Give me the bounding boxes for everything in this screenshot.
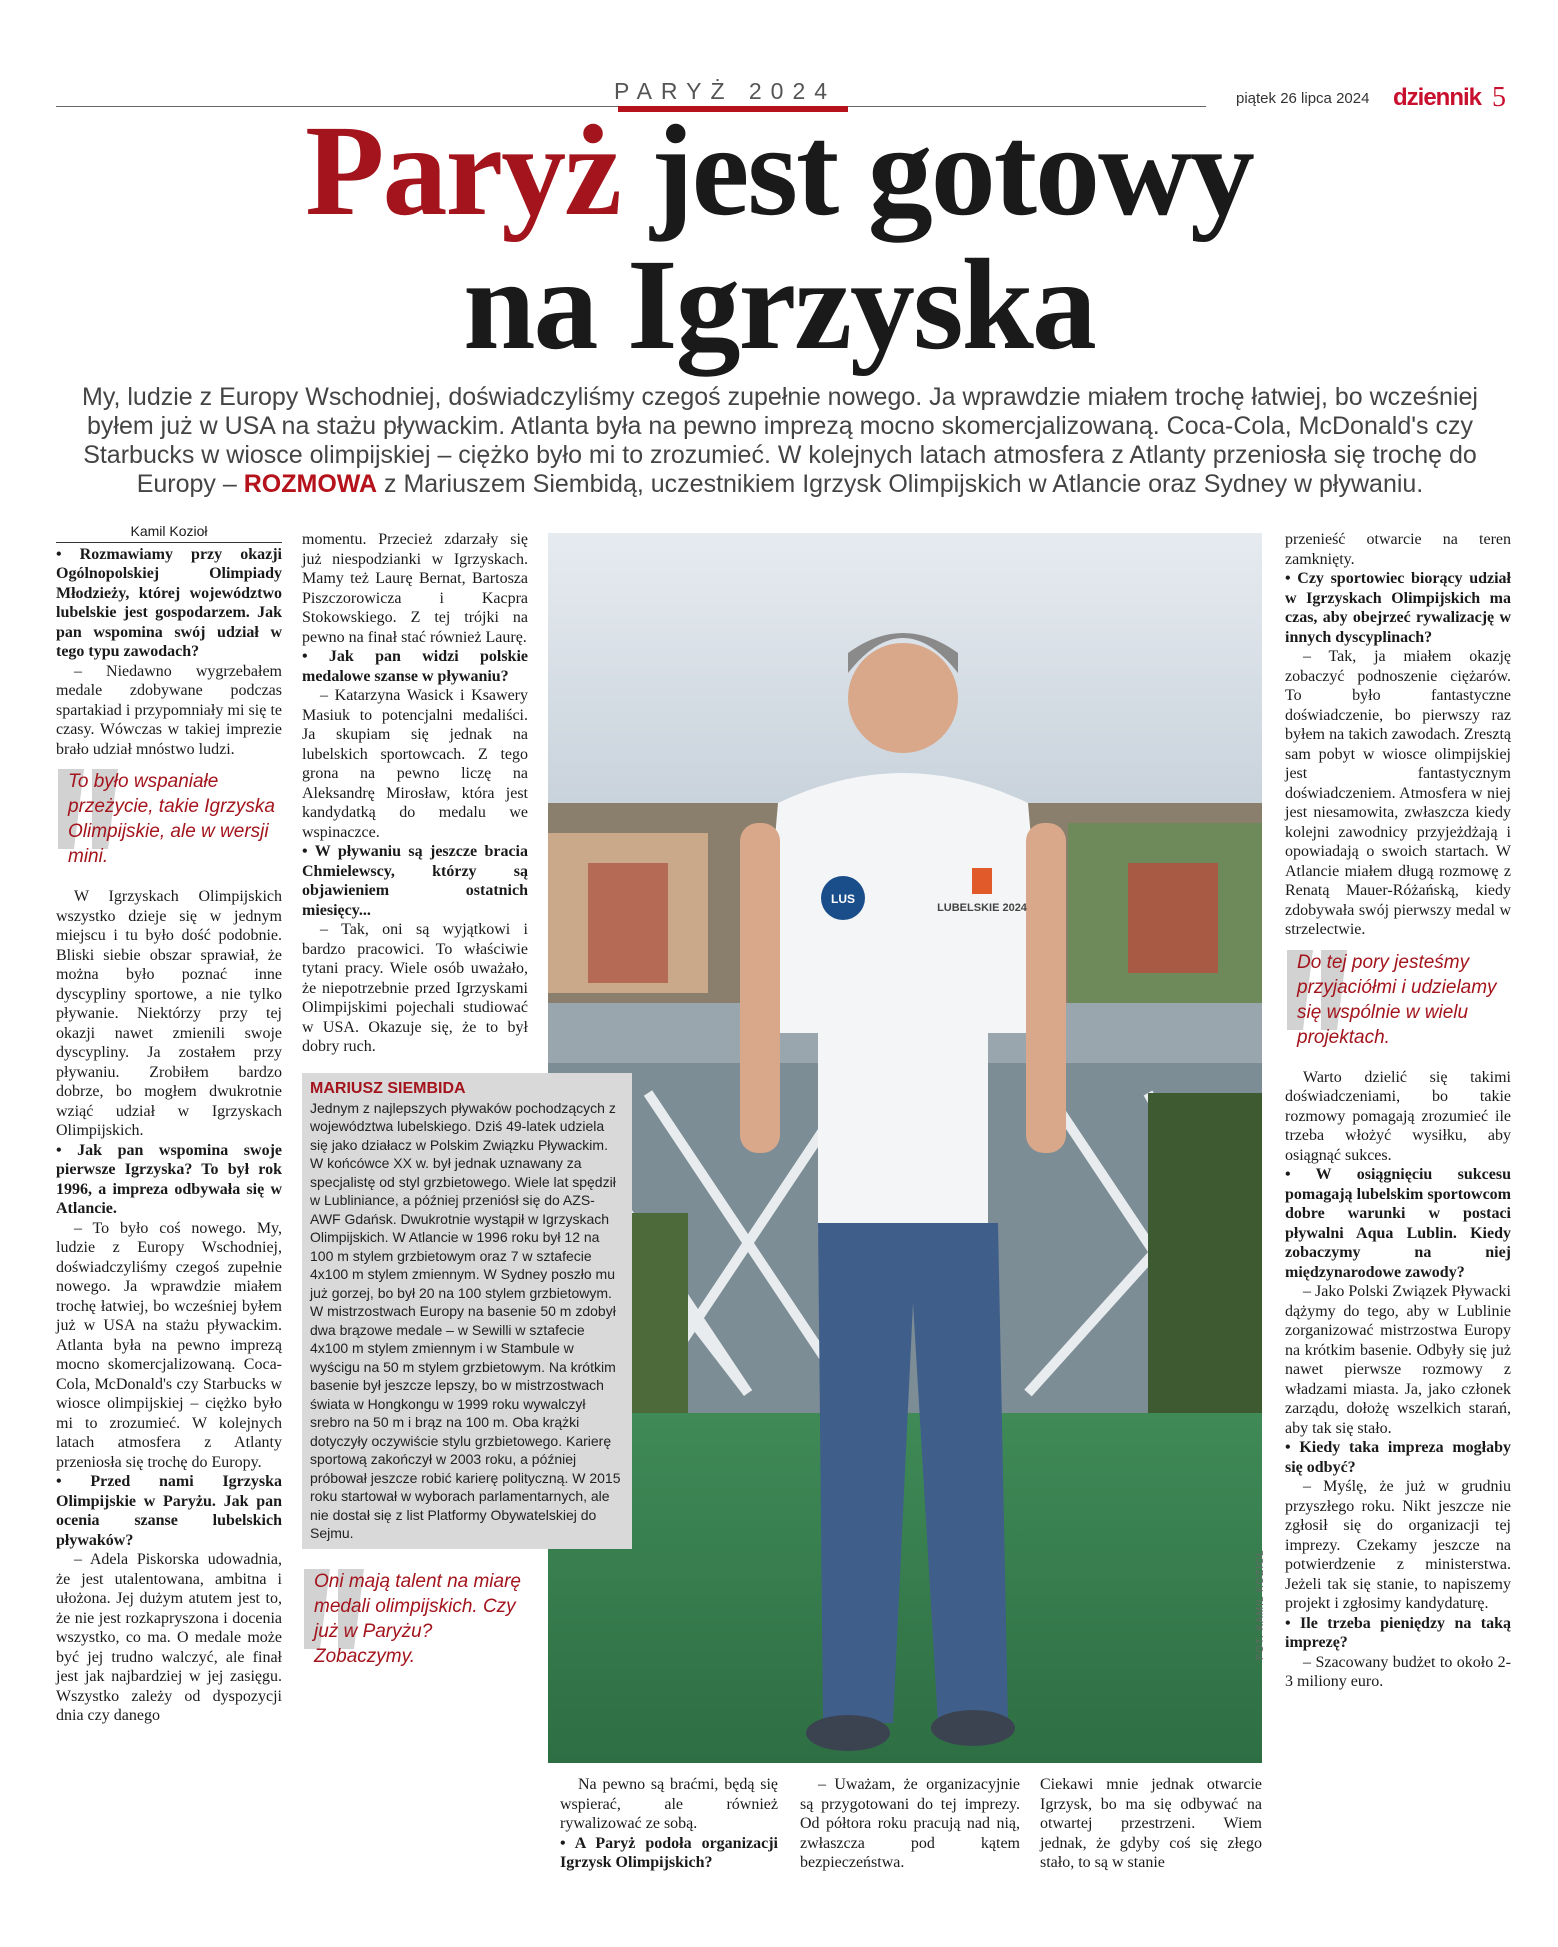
headline-line1: jest gotowy bbox=[619, 99, 1253, 243]
lede-text-end: z Mariuszem Siembidą, uczestnikiem Igrzysk Olimpijskich w Atlancie oraz Sydney w pływaniu. bbox=[377, 470, 1424, 498]
bio-box bbox=[302, 1073, 632, 1549]
lede bbox=[60, 383, 1500, 499]
answer: – To było coś nowego. My, ludzie z Europy Wschodniej, doświadczyliśmy czegoś zupełnie nowego. Ja wprawdzie miałem trochę łatwiej, bo wcześniej byłem już w USA na stażu pływackim. Atlanta była na pewno imprezą mocno skomercjalizowaną. Coca-Cola, McDonald's czy Starbucks w wiosce olimpijskiej – ciężko było mi to zrozumieć. W kolejnych latach atmosfera z Atlanty przeniosła się trochę do Europy. bbox=[56, 1219, 282, 1471]
column-2 bbox=[302, 530, 528, 1057]
column-1 bbox=[56, 522, 282, 1726]
column-2-stack bbox=[302, 530, 632, 1687]
question: • A Paryż podoła organizacji Igrzysk Olimpijskich? bbox=[560, 1834, 778, 1871]
headline-red: Paryż bbox=[305, 99, 620, 243]
answer: – Tak, oni są wyjątkowi i bardzo pracowici. To właściwie tytani pracy. Wiele osób uważało, że niepotrzebnie przed Igrzyskami Olimpijskimi pojechali studiować w USA. Okazuje się, że to był dobry ruch. bbox=[302, 921, 528, 1055]
answer: – Niedawno wygrzebałem medale zdobywane podczas spartakiad i przypomniały mi się te czasy. Wówczas w takiej imprezie brało udział mnóstwo ludzi. bbox=[56, 662, 282, 758]
pull-quote: Do tej pory jesteśmy przyjaciółmi i udzielamy się wspólnie w wielu projektach. bbox=[1285, 944, 1511, 1058]
column-5-bottom bbox=[1040, 1775, 1262, 1873]
question: • Rozmawiamy przy okazji Ogólnopolskiej Olimpiady Młodzieży, której województwo lubelskie jest gospodarzem. Jak pan wspomina swój udział w tego typu zawodach? bbox=[56, 545, 282, 660]
newspaper-logo: dziennik bbox=[1393, 84, 1482, 111]
answer: – Myślę, że już w grudniu przyszłego roku. Nikt jeszcze nie zgłosił się do organizacji tej imprezy. Czekamy jeszcze na potwierdzenie z ministerstwa. Jeżeli tak się stanie, to napiszemy projekt i zgłosimy kandydaturę. bbox=[1285, 1478, 1511, 1612]
answer: – Jako Polski Związek Pływacki dążymy do tego, aby w Lublinie zorganizować mistrzostwa Europy na krótkim basenie. Odbyły się już nawet pierwsze rozmowy z władzami miasta. Ja, jako członek zarządu, dołożę wszelkich starań, aby tak się stało. bbox=[1285, 1283, 1511, 1437]
answer: – Adela Piskorska udowadnia, że jest utalentowana, ambitna i ułożona. Jej dużym atutem jest to, że nie jest rozkapryszona i docenia wszystko, co ma. O medale może być jej trudno walczyć, ale finał jest jak najbardziej w jej zasięgu. Wszystko zależy od dyspozycji dnia czy danego bbox=[56, 1551, 282, 1724]
answer: – Szacowany budżet to około 2-3 miliony euro. bbox=[1285, 1653, 1511, 1690]
answer: – Katarzyna Wasick i Ksawery Masiuk to potencjalni medaliści. Ja skupiam się jednak na lubelskich sportowcach. Z tego grona na pewno liczę na Aleksandrę Mirosław, która jest kandydatką do medalu we wspinaczce. bbox=[302, 687, 528, 841]
answer: W Igrzyskach Olimpijskich wszystko dzieje się w jednym miejscu i tu było dość podobnie. Bliski siebie obszar sprawiał, że można było poznać inne dyscypliny sportowe, a nie tylko pływanie. Niektórzy przy tej okazji nawet zmienili swoje dyscypliny. Ja zostałem przy pływaniu. Zrobiłem bardzo dobrze, bo mogłem dwukrotnie wziąć udział w Igrzyskach Olimpijskich. bbox=[56, 888, 282, 1139]
answer: Na pewno są braćmi, będą się wspierać, ale również rywalizować ze sobą. bbox=[560, 1776, 778, 1832]
headline bbox=[0, 99, 1558, 377]
bio-name: MARIUSZ SIEMBIDA bbox=[310, 1079, 466, 1097]
section-label: PARYŻ 2024 bbox=[613, 78, 837, 104]
column-right bbox=[1285, 530, 1511, 1692]
bio-text: Jednym z najlepszych pływaków pochodzących z województwa lubelskiego. Dziś 49-latek udziela się jako działacz w Polskim Związku Pływackim. W końcówce XX w. był jednak uznawany za specjalistę od styl grzbietowego. Wiele lat spędził w Lubliniance, a później przeniósł się do AZS-AWF Gdańsk. Dwukrotnie wystąpił w Igrzyskach Olimpijskich. W Atlancie w 1996 roku był 12 na 100 m stylem grzbietowym oraz 7 w sztafecie 4x100 m stylem zmiennym. W Sydney poszło mu już gorzej, bo był 20 na 100 stylem grzbietowym. W mistrzostwach Europy na basenie 50 m zdobył dwa brązowe medale – w Sewilli w sztafecie 4x100 m stylem zmiennym i w Stambule w wyścigu na 50 m stylem grzbietowym. Na krótkim basenie był jeszcze lepszy, bo w mistrzostwach świata w Hongkongu w 1999 roku wywalczył srebro na 50 m i brąz na 100 m. Oba krążki dotyczyły oczywiście stylu grzbietowego. Karierę sportową zakończył w 2003 roku, a później próbował jeszcze robić karierę polityczną. W 2015 roku startował w wyborach parlamentarnych, ale nie dostał się z list Platformy Obywatelskiej do Sejmu. bbox=[310, 1099, 621, 1541]
question: • Przed nami Igrzyska Olimpijskie w Paryżu. Jak pan ocenia szanse lubelskich pływaków? bbox=[56, 1473, 282, 1549]
answer: przenieść otwarcie na teren zamknięty. bbox=[1285, 531, 1511, 568]
byline: Kamil Kozioł bbox=[56, 522, 282, 543]
answer: momentu. Przecież zdarzały się już niespodzianki w Igrzyskach. Mamy też Laurę Bernat, Bartosza Piszczorowicza i Kacpra Stokowskiego. Z tej trójki na pewno na finał stać również Laurę. bbox=[302, 531, 528, 646]
column-2-bottom bbox=[302, 1563, 528, 1677]
question: • Jak pan wspomina swoje pierwsze Igrzyska? To był rok 1996, a impreza odbywała się w Atlancie. bbox=[56, 1141, 282, 1217]
answer: – Tak, ja miałem okazję zobaczyć podnoszenie ciężarów. To było fantastyczne doświadczenie, bo pierwszy raz byłem na takich zawodach. Zresztą sam pobyt w wiosce olimpijskiej jest fantastycznym doświadczeniem. Atmosfera w niej jest niesamowita, zwłaszcza kiedy kolejni zawodnicy przyjeżdżają i opowiadają o swoich startach. W Atlancie miałem długą rozmowę z Renatą Mauer-Różańską, kiedy zdobywała swój pierwszy medal w strzelectwie. bbox=[1285, 648, 1511, 938]
question: • W osiągnięciu sukcesu pomagają lubelskim sportowcom dobre warunki w postaci pływalni Aqua Lublin. Kiedy zobaczymy na niej międzynarodowe zawody? bbox=[1285, 1166, 1511, 1281]
question: • Czy sportowiec biorący udział w Igrzyskach Olimpijskich ma czas, aby obejrzeć rywalizację w innych dyscyplinach? bbox=[1285, 570, 1511, 646]
question: • Ile trzeba pieniędzy na taką imprezę? bbox=[1285, 1614, 1511, 1651]
shirt-badge: LUS bbox=[831, 892, 855, 906]
answer: Warto dzielić się takimi doświadczeniami, bo takie rozmowy pomagają zrozumieć ile trzeba włożyć wysiłku, aby osiągnąć sukces. bbox=[1285, 1068, 1511, 1164]
issue-date: piątek 26 lipca 2024 bbox=[1236, 90, 1370, 107]
shirt-text: LUBELSKIE 2024 bbox=[937, 902, 1027, 914]
column-3-bottom bbox=[560, 1775, 778, 1873]
column-4-bottom bbox=[800, 1775, 1020, 1873]
answer: Ciekawi mnie jednak otwarcie Igrzysk, bo ma się odbywać na otwartej przestrzeni. Wiem jednak, że gdyby coś się złego stało, to są w stanie bbox=[1040, 1776, 1262, 1871]
lede-text: My, ludzie z Europy Wschodniej, doświadczyliśmy czegoś zupełnie nowego. Ja wprawdzie miałem trochę łatwiej, bo wcześniej byłem już w USA na stażu pływackim. Atlanta była na pewno imprezą mocno skomercjalizowaną. Coca-Cola, McDonald's czy Starbucks w wiosce olimpijskiej – ciężko było mi to zrozumieć. W kolejnych latach atmosfera z Atlanty przeniosła się trochę do Europy – bbox=[82, 383, 1478, 498]
photo-credit: FOT. KAMIL KOZIOŁ bbox=[1255, 1549, 1266, 1660]
photo-illustration bbox=[548, 533, 1262, 1763]
headline-line2: na Igrzyska bbox=[463, 233, 1095, 377]
page-number: 5 bbox=[1492, 82, 1506, 113]
photo-portrait bbox=[548, 533, 1262, 1763]
pull-quote: To było wspaniałe przeżycie, takie Igrzyska Olimpijskie, ale w wersji mini. bbox=[56, 763, 282, 877]
lede-highlight: ROZMOWA bbox=[243, 470, 378, 498]
pull-quote: Oni mają talent na miarę medali olimpijskich. Czy już w Paryżu? Zobaczymy. bbox=[302, 1563, 528, 1677]
lubelskie-logo-icon bbox=[972, 868, 992, 894]
answer: – Uważam, że organizacyjnie są przygotowani do tej imprezy. Od półtora roku pracują nad nią, zwłaszcza pod kątem bezpieczeństwa. bbox=[800, 1776, 1020, 1871]
question: • W pływaniu są jeszcze bracia Chmielewscy, którzy są objawieniem ostatnich miesięcy... bbox=[302, 843, 528, 919]
question: • Kiedy taka impreza mogłaby się odbyć? bbox=[1285, 1439, 1511, 1476]
question: • Jak pan widzi polskie medalowe szanse w pływaniu? bbox=[302, 648, 528, 685]
